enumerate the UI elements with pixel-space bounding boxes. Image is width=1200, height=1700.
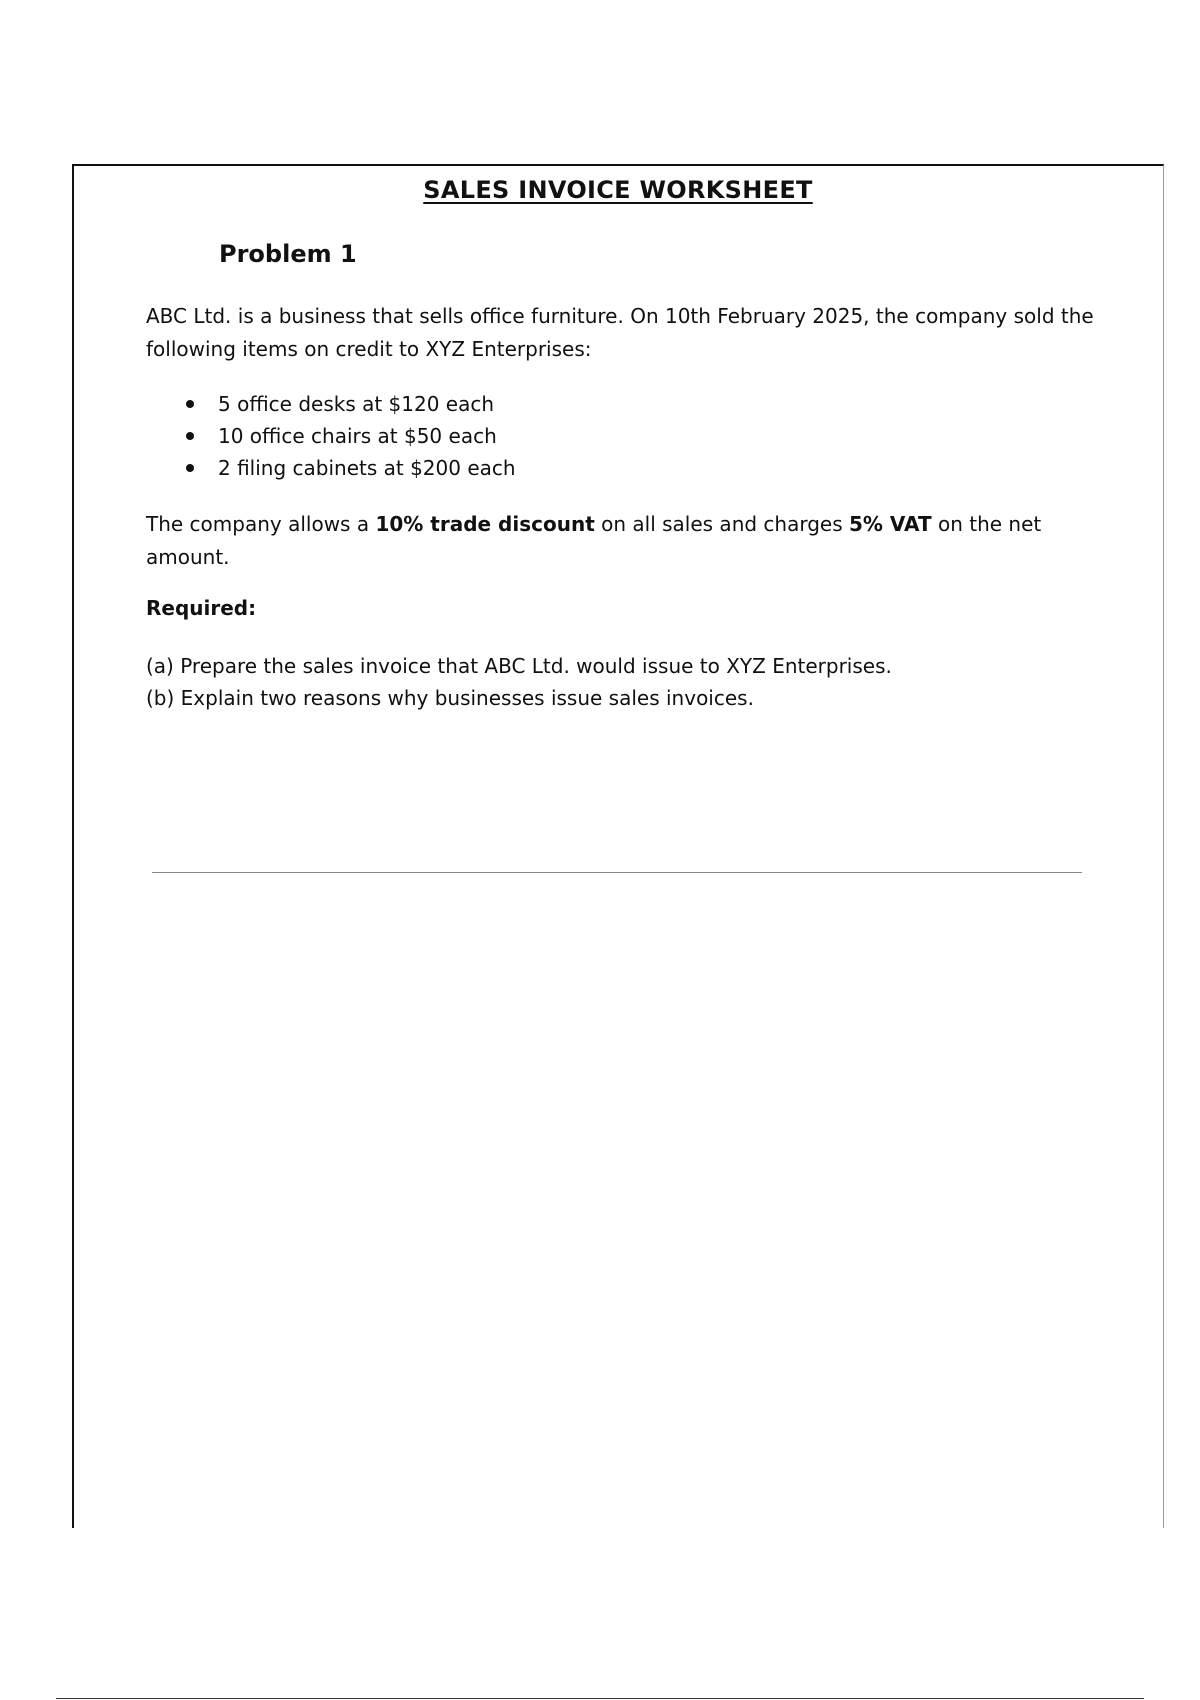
requirement-item-a: (a) Prepare the sales invoice that ABC Ltd. would issue to XYZ Enterprises. xyxy=(146,654,892,678)
list-item-text: 5 office desks at $120 each xyxy=(218,392,495,416)
bullet-icon xyxy=(186,464,194,472)
required-label: Required: xyxy=(146,596,257,620)
discount-paragraph xyxy=(146,508,1096,574)
footer-line xyxy=(56,1698,1144,1699)
list-item-text: 10 office chairs at $50 each xyxy=(218,424,497,448)
problem-intro: ABC Ltd. is a business that sells office furniture. On 10th February 2025, the company sold the following items on credit to XYZ Enterprises: xyxy=(146,304,1094,361)
list-item xyxy=(146,452,516,484)
problem-heading: Problem 1 xyxy=(219,240,357,268)
list-item xyxy=(146,388,516,420)
bullet-icon xyxy=(186,400,194,408)
bullet-icon xyxy=(186,432,194,440)
discount-text-part2: on all sales and charges xyxy=(594,512,849,536)
worksheet-frame xyxy=(72,164,1164,1528)
list-item-text: 2 filing cabinets at $200 each xyxy=(218,456,516,480)
list-item xyxy=(146,420,516,452)
requirements-list xyxy=(146,650,892,714)
items-list xyxy=(146,388,516,484)
trade-discount-emphasis: 10% trade discount xyxy=(375,512,595,536)
vat-emphasis: 5% VAT xyxy=(849,512,932,536)
answer-divider xyxy=(152,872,1082,873)
discount-text-part3: on the net amount. xyxy=(146,512,1042,569)
discount-text-part1: The company allows a xyxy=(146,512,376,536)
worksheet-title: SALES INVOICE WORKSHEET xyxy=(423,176,813,204)
requirement-item-b: (b) Explain two reasons why businesses issue sales invoices. xyxy=(146,686,754,710)
